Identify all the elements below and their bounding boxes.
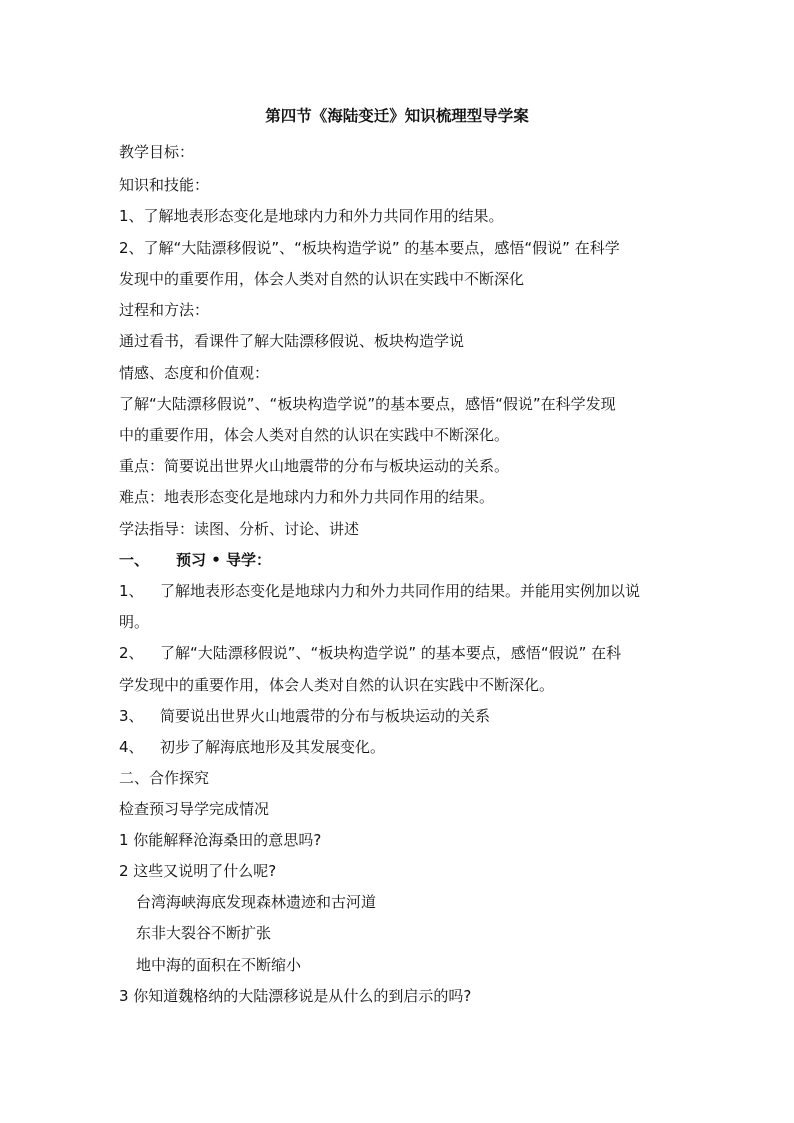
knowledge-item-1: 1、了解地表形态变化是地球内力和外力共同作用的结果。 bbox=[119, 207, 504, 225]
question-2-item-1: 台湾海峡海底发现森林遗迹和古河道 bbox=[136, 893, 377, 911]
process-heading: 过程和方法： bbox=[119, 301, 210, 319]
process-text: 通过看书，看课件了解大陆漂移假说、板块构造学说 bbox=[119, 332, 465, 350]
preview-item-3-text: 简要说出世界火山地震带的分布与板块运动的关系 bbox=[160, 707, 491, 725]
key-point: 重点：简要说出世界火山地震带的分布与板块运动的关系。 bbox=[119, 457, 510, 475]
preview-item-2-line2: 学发现中的重要作用，体会人类对自然的认识在实践中不断深化。 bbox=[119, 676, 555, 694]
preview-item-1-line2: 明。 bbox=[119, 613, 150, 631]
knowledge-heading: 知识和技能： bbox=[119, 176, 210, 194]
preview-item-3-number: 3、 bbox=[119, 707, 144, 725]
question-2: 2 这些又说明了什么呢? bbox=[119, 862, 277, 880]
goals-heading: 教学目标： bbox=[119, 143, 195, 161]
difficult-point: 难点：地表形态变化是地球内力和外力共同作用的结果。 bbox=[119, 488, 495, 506]
knowledge-item-2-line1: 2、了解“大陆漂移假说”、“板块构造学说” 的基本要点，感悟“假说” 在科学 bbox=[119, 239, 620, 257]
question-1: 1 你能解释沧海桑田的意思吗? bbox=[119, 831, 322, 849]
question-2-item-2: 东非大裂谷不断扩张 bbox=[136, 924, 272, 942]
study-method: 学法指导：读图、分析、讨论、讲述 bbox=[119, 520, 360, 538]
emotion-text-line2: 中的重要作用，体会人类对自然的认识在实践中不断深化。 bbox=[119, 426, 510, 444]
preview-number: 一、 bbox=[119, 551, 150, 569]
preview-heading: 预习 • 导学： bbox=[176, 551, 272, 569]
check-preview: 检查预习导学完成情况 bbox=[119, 800, 270, 818]
preview-item-2-number: 2、 bbox=[119, 644, 144, 662]
question-2-item-3: 地中海的面积在不断缩小 bbox=[136, 956, 302, 974]
cooperation-heading: 二、合作探究 bbox=[119, 769, 210, 787]
emotion-text-line1: 了解“大陆漂移假说”、“板块构造学说”的基本要点，感悟“假说”在科学发现 bbox=[119, 395, 616, 413]
emotion-heading: 情感、态度和价值观： bbox=[119, 364, 270, 382]
preview-item-1-line1: 了解地表形态变化是地球内力和外力共同作用的结果。并能用实例加以说 bbox=[160, 582, 641, 600]
preview-item-1-number: 1、 bbox=[119, 582, 144, 600]
document-title: 第四节《海陆变迁》知识梳理型导学案 bbox=[265, 107, 529, 125]
preview-item-4-number: 4、 bbox=[119, 738, 144, 756]
preview-item-2-line1: 了解“大陆漂移假说”、“板块构造学说” 的基本要点，感悟“假说” 在科 bbox=[160, 644, 622, 662]
question-3: 3 你知道魏格纳的大陆漂移说是从什么的到启示的吗? bbox=[119, 987, 472, 1005]
knowledge-item-2-line2: 发现中的重要作用，体会人类对自然的认识在实践中不断深化 bbox=[119, 270, 525, 288]
preview-item-4-text: 初步了解海底地形及其发展变化。 bbox=[160, 738, 386, 756]
